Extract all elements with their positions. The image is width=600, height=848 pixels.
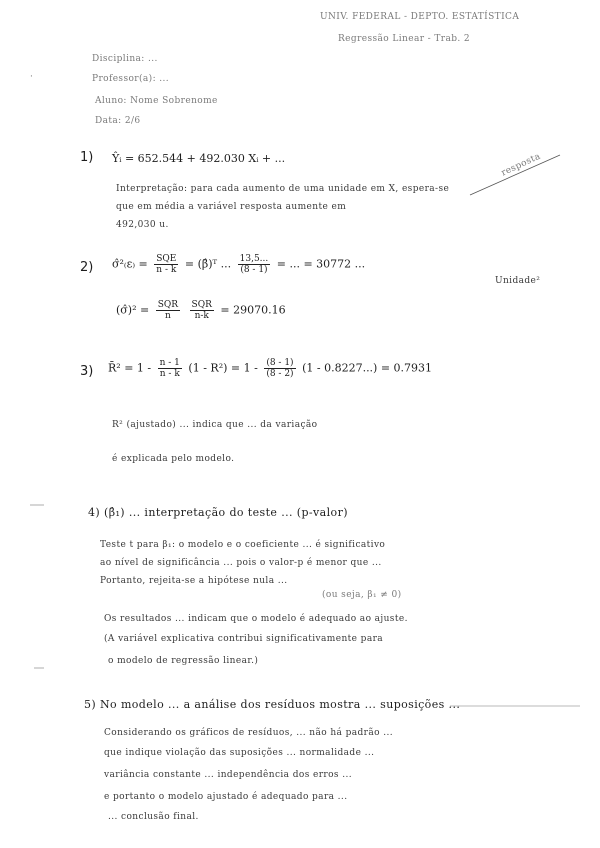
question-3-text-1: R² (ajustado) ... indica que ... da variação	[112, 420, 318, 430]
q2-line2-frac-1-bottom: n	[164, 311, 171, 321]
q2-line2-lhs: (σ̂)² =	[116, 303, 150, 317]
question-5-text-3: variância constante ... independência dos erros ...	[104, 770, 352, 780]
info-line-4: Data: 2/6	[95, 116, 141, 126]
question-3-number: 3)	[80, 364, 94, 379]
q2-frac-1-bottom: n - k	[156, 265, 177, 275]
q2-frac-2-top: 13,5...	[239, 254, 269, 264]
question-2-number: 2)	[80, 260, 94, 275]
question-1-text-3: 492,030 u.	[116, 220, 169, 230]
q2-line2-frac-2-top: SQR	[191, 300, 212, 310]
question-4-text-3: Portanto, rejeita-se a hipótese nula ...	[100, 576, 288, 586]
q2-lhs: σ̂²₍ε₎ =	[112, 257, 148, 271]
q3-frac-2-top: (8 - 1)	[266, 358, 294, 368]
question-4-head: (β̂₁) ... interpretação do teste ... (p-valor)	[104, 506, 348, 519]
header-line-2: Regressão Linear - Trab. 2	[338, 34, 471, 44]
question-4-text-2: ao nível de significância ... pois o valor-p é menor que ...	[100, 558, 382, 568]
q3-frac-1-top: n - 1	[159, 358, 180, 368]
margin-mark: ·	[30, 72, 34, 82]
q2-line2-rest: = 29070.16	[220, 303, 286, 317]
q3-rest: (1 - 0.8227...) = 0.7931	[302, 361, 433, 375]
q2-frac-1-top: SQE	[156, 254, 177, 264]
info-line-1: Disciplina: ...	[92, 54, 158, 64]
q2-line2-frac-2-bottom: n-k	[194, 311, 209, 321]
question-4-text-1: Teste t para β₁: o modelo e o coeficiente ... é significativo	[100, 540, 386, 550]
q3-frac-2-bottom: (8 - 2)	[266, 369, 294, 379]
q2-line2-frac-1-top: SQR	[157, 300, 179, 310]
q2-rest: = ... = 30772 ...	[276, 257, 366, 271]
question-5-head: No modelo ... a análise dos resíduos mostra ... suposições ...	[100, 698, 461, 711]
question-1-equation: Ŷᵢ = 652.544 + 492.030 Xᵢ + ...	[112, 152, 286, 165]
info-line-2: Professor(a): ...	[92, 74, 170, 84]
question-4-text-7: o modelo de regressão linear.)	[108, 656, 259, 666]
question-1-side-note: resposta	[499, 151, 543, 179]
question-1-number: 1)	[80, 150, 94, 165]
header-line-1: UNIV. FEDERAL - DEPTO. ESTATÍSTICA	[320, 12, 520, 22]
question-4-number: 4)	[88, 506, 101, 519]
question-3-text-2: é explicada pelo modelo.	[112, 454, 235, 464]
question-4-text-4: (ou seja, β₁ ≠ 0)	[322, 590, 402, 600]
info-line-3: Aluno: Nome Sobrenome	[95, 96, 218, 106]
question-1-text-1: Interpretação: para cada aumento de uma unidade em X, espera-se	[116, 184, 450, 194]
question-5-number: 5)	[84, 698, 97, 711]
q2-mid: = (β̂)ᵀ ...	[184, 257, 232, 271]
q2-frac-2-bottom: (8 - 1)	[240, 265, 268, 275]
question-5-text-4: e portanto o modelo ajustado é adequado para ...	[104, 792, 348, 802]
question-5-text-5: ... conclusão final.	[108, 812, 199, 822]
question-1-text-2: que em média a variável resposta aumente em	[116, 202, 347, 212]
question-4-text-5: Os resultados ... indicam que o modelo é adequado ao ajuste.	[104, 614, 408, 624]
question-2-unit-note: Unidade²	[495, 276, 541, 286]
question-5-text-2: que indique violação das suposições ... normalidade ...	[104, 748, 375, 758]
q3-mid: (1 - R²) = 1 -	[188, 361, 258, 375]
question-4-text-6: (A variável explicativa contribui significativamente para	[104, 634, 384, 644]
question-5-text-1: Considerando os gráficos de resíduos, ... não há padrão ...	[104, 728, 393, 738]
q3-lhs: R̄² = 1 -	[108, 361, 152, 375]
q3-frac-1-bottom: n - k	[159, 369, 180, 379]
